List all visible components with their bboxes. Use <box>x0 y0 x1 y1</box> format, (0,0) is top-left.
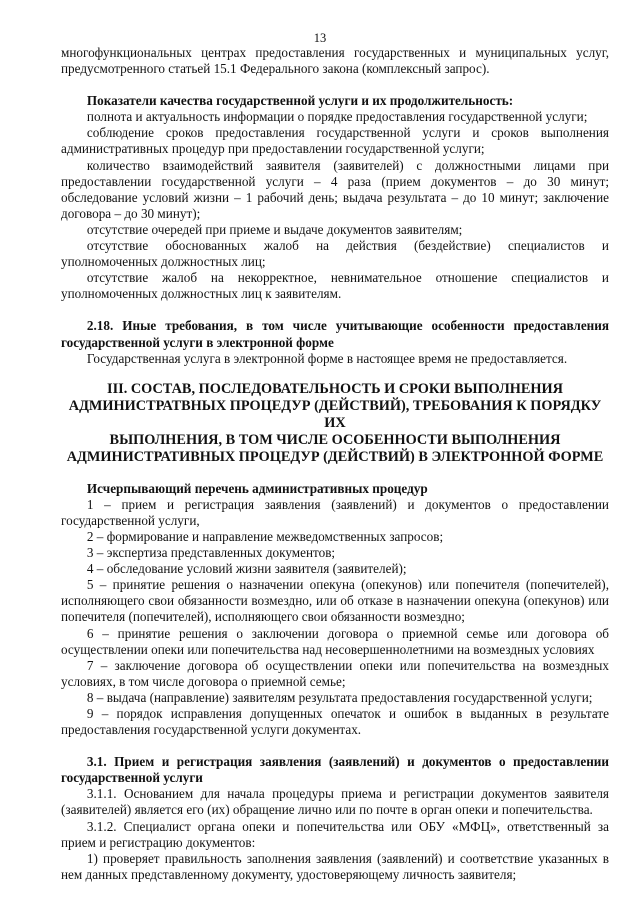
quality-item: отсутствие обоснованных жалоб на действия (бездействие) специалистов и уполномоченных должностных лиц; <box>61 238 609 270</box>
procedure-item: 5 – принятие решения о назначении опекуна (опекунов) или попечителя (попечителей), исполняющего свои обязанности возмездно, или об отказе в назначении опекуна (опекунов) или попечителя (попечителей), исполняющего свои обязанности возмездно; <box>61 577 609 625</box>
procedure-item: 9 – порядок исправления допущенных опечаток и ошибок в выданных в результате предоставления государственной услуги документах. <box>61 706 609 738</box>
section-3-title-line: ВЫПОЛНЕНИЯ, В ТОМ ЧИСЛЕ ОСОБЕННОСТИ ВЫПОЛНЕНИЯ <box>109 431 561 448</box>
quality-item: соблюдение сроков предоставления государственной услуги и сроков выполнения административных процедур при предоставлении государственной услуги; <box>61 125 609 157</box>
procedure-item: 2 – формирование и направление межведомственных запросов; <box>86 528 444 544</box>
section-31-paragraph: 3.1.1. Основанием для начала процедуры приема и регистрации документов заявителя (заявителей) является его (их) обращение лично или по почте в орган опеки и попечительства. <box>61 786 609 818</box>
quality-item: полнота и актуальность информации о порядке предоставления государственной услуги; <box>86 109 588 125</box>
procedure-item: 7 – заключение договора об осуществлении опеки или попечительства на возмездных условиях, в том числе договора о приемной семье; <box>61 657 609 689</box>
quality-item: количество взаимодействий заявителя (заявителей) с должностными лицами при предоставлении государственной услуги – 4 раза (прием документов – до 30 минут; обследование условий жизни – 1 рабочий день; выдача результата – до 10 минут; заключение договора – до 30 минут); <box>61 157 609 221</box>
section-31-paragraph: 3.1.2. Специалист органа опеки и попечительства или ОБУ «МФЦ», ответственный за прием и регистрацию документов: <box>61 818 609 850</box>
section-31-paragraph: 1) проверяет правильность заполнения заявления (заявлений) и соответствие указанных в нем данных представленному документу, удостоверяющему личность заявителя; <box>61 850 609 882</box>
section-218-heading: 2.18. Иные требования, в том числе учитывающие особенности предоставления государственной услуги в электронной форме <box>61 318 609 350</box>
procedure-item: 4 – обследование условий жизни заявителя (заявителей); <box>86 561 407 577</box>
page-content <box>61 45 609 883</box>
procedure-item: 6 – принятие решения о заключении договора о приемной семье или договора об осуществлении опеки или попечительства над несовершеннолетними на возмездных условиях <box>61 625 609 657</box>
section-3-title <box>61 381 609 466</box>
procedure-item: 8 – выдача (направление) заявителям результата предоставления государственной услуги; <box>86 689 593 705</box>
section-218-text: Государственная услуга в электронной форме в настоящее время не предоставляется. <box>86 350 568 366</box>
procedure-item: 3 – экспертиза представленных документов; <box>86 545 336 561</box>
section-3-title-line: АДМИНИСТРАТИВНЫХ ПРОЦЕДУР (ДЕЙСТВИЙ) В ЭЛЕКТРОННОЙ ФОРМЕ <box>66 448 604 465</box>
intro-paragraph: многофункциональных центрах предоставления государственных и муниципальных услуг, предусмотренного статьей 15.1 Федерального закона (комплексный запрос). <box>61 45 609 77</box>
section-31-heading: 3.1. Прием и регистрация заявления (заявлений) и документов о предоставлении государственной услуги <box>61 754 609 786</box>
quality-item: отсутствие жалоб на некорректное, невнимательное отношение специалистов и уполномоченных должностных лиц к заявителям. <box>61 270 609 302</box>
procedure-item: 1 – прием и регистрация заявления (заявлений) и документов о предоставлении государственной услуги, <box>61 496 609 528</box>
procedures-heading: Исчерпывающий перечень административных процедур <box>86 480 428 496</box>
section-3-title-line: АДМИНИСТРАТВНЫХ ПРОЦЕДУР (ДЕЙСТВИЙ), ТРЕБОВАНИЯ К ПОРЯДКУ ИХ <box>68 397 602 431</box>
quality-item: отсутствие очередей при приеме и выдаче документов заявителям; <box>86 221 463 237</box>
section-3-title-line: III. СОСТАВ, ПОСЛЕДОВАТЕЛЬНОСТЬ И СРОКИ ВЫПОЛНЕНИЯ <box>107 380 563 397</box>
page-number: 13 <box>313 31 327 45</box>
quality-heading: Показатели качества государственной услуги и их продолжительность: <box>86 93 514 109</box>
